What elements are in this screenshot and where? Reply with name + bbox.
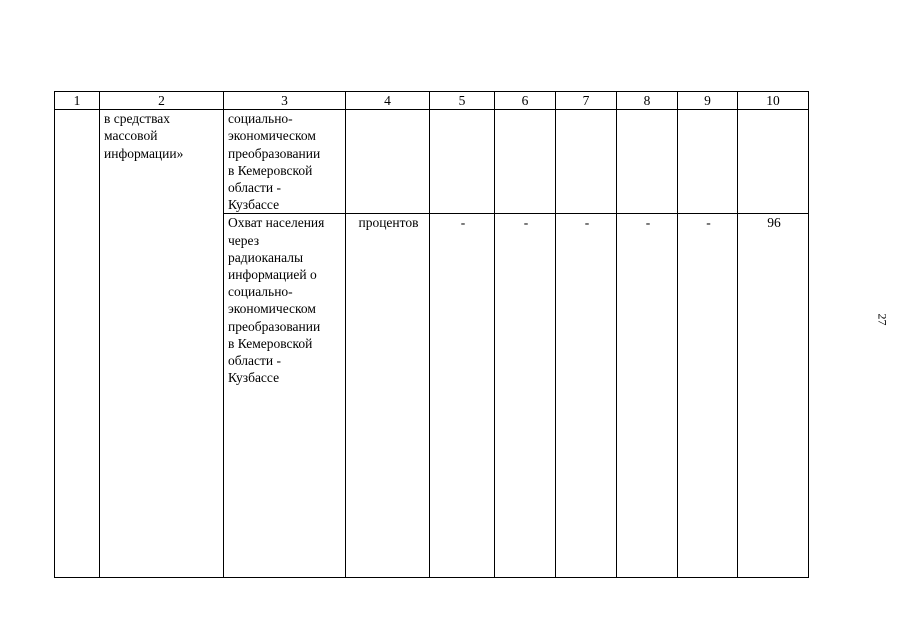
header-cell: 8 [617, 92, 678, 110]
header-cell: 6 [495, 92, 556, 110]
value-cell: - [678, 214, 738, 578]
value-cell [678, 110, 738, 214]
value-cell: - [617, 214, 678, 578]
page-number: 27 [875, 313, 890, 326]
unit-cell [346, 110, 430, 214]
value-cell [556, 110, 617, 214]
header-cell: 9 [678, 92, 738, 110]
header-cell: 1 [55, 92, 100, 110]
value-cell [617, 110, 678, 214]
value-cell: 96 [738, 214, 809, 578]
value-cell [738, 110, 809, 214]
indicator-name-cell: социально- экономическом преобразовании в Кемеровской области - Кузбассе [224, 110, 346, 214]
header-cell: 7 [556, 92, 617, 110]
value-cell [430, 110, 495, 214]
value-cell: - [495, 214, 556, 578]
indicator-name-cell: Охват населения через радиоканалы информацией о социально- экономическом преобразовании в Кемеровской области - Кузбассе [224, 214, 346, 578]
header-cell: 10 [738, 92, 809, 110]
header-cell: 4 [346, 92, 430, 110]
table-row [55, 110, 809, 214]
header-cell: 2 [100, 92, 224, 110]
value-cell [495, 110, 556, 214]
number-cell [55, 110, 100, 578]
header-cell: 5 [430, 92, 495, 110]
indicator-table [54, 91, 809, 578]
unit-cell: процентов [346, 214, 430, 578]
program-name-cell: в средствах массовой информации» [100, 110, 224, 578]
header-cell: 3 [224, 92, 346, 110]
value-cell: - [430, 214, 495, 578]
value-cell: - [556, 214, 617, 578]
table-header-row [55, 92, 809, 110]
